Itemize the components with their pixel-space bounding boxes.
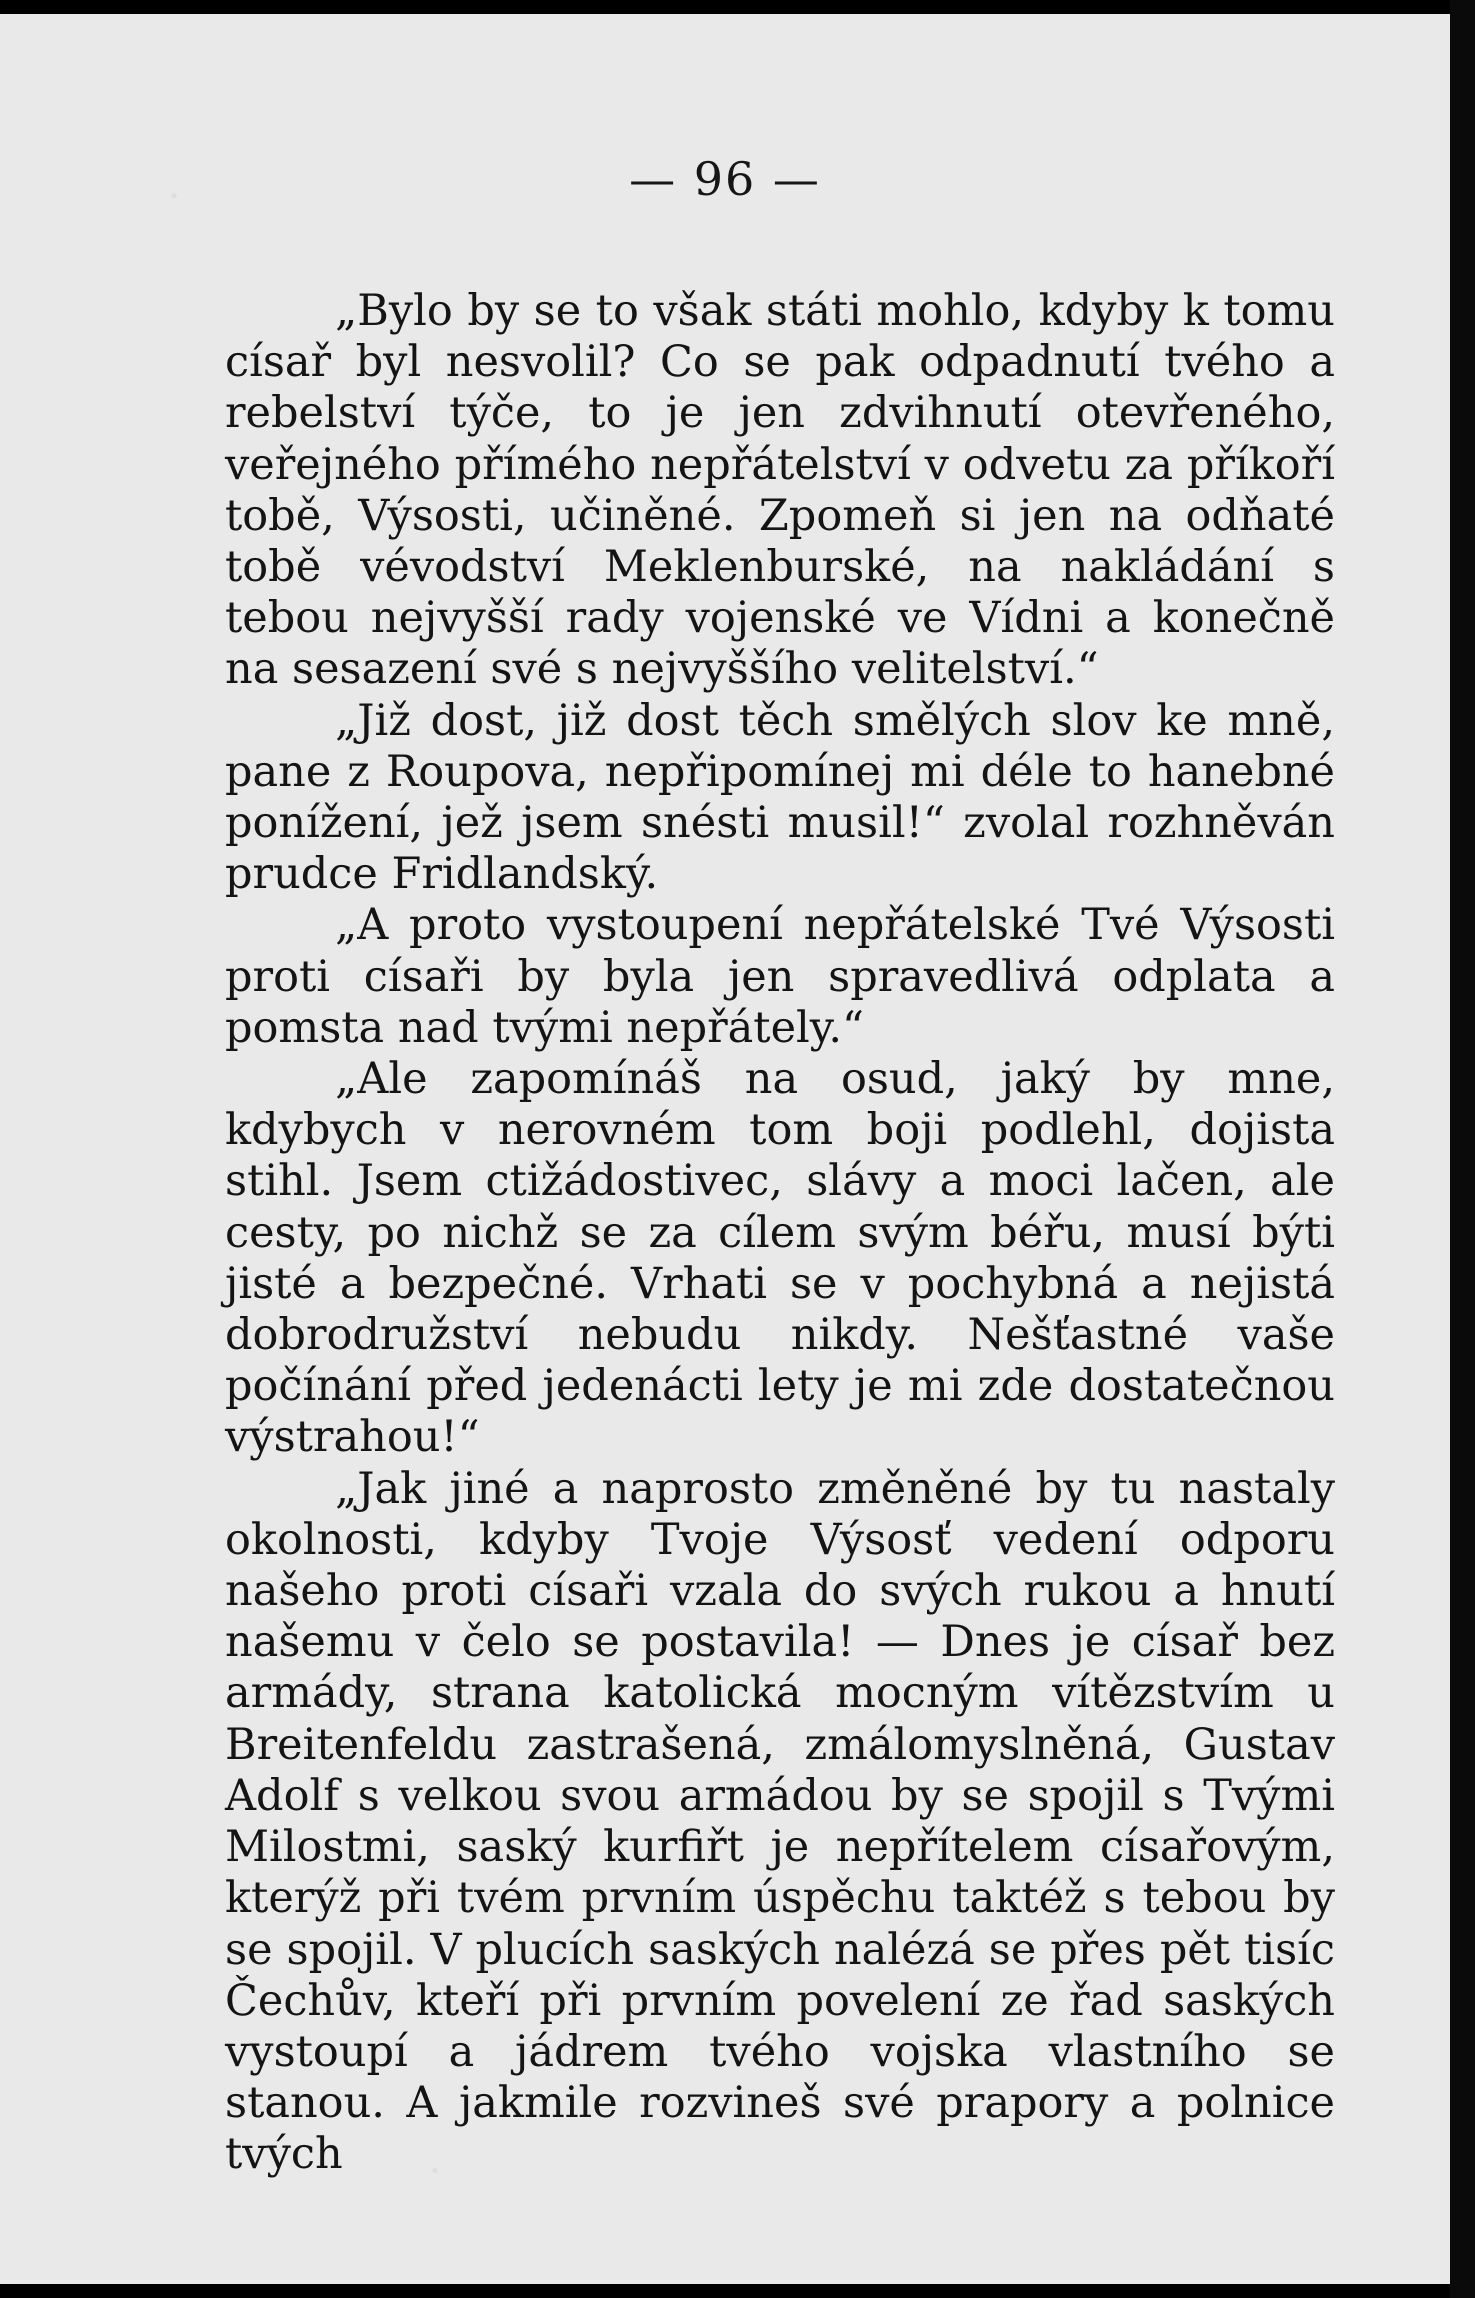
paragraph: „Bylo by se to však státi mohlo, kdyby k tomu císař byl nesvolil? Co se pak odpadnutí tvého a rebelství týče, to je jen zdvihnutí otevřeného, veřejného přímého nepřátelství v odvetu za příkoří tobě, Výsosti, učiněné. Zpomeň si jen na odňaté tobě vévodství Meklenburské, na nakládání s tebou nejvyšší rady vojenské ve Vídni a konečně na sesazení své s nejvyššího velitelství.“ (225, 286, 1335, 695)
paragraph: „Ale zapomínáš na osud, jaký by mne, kdybych v nerovném tom boji podlehl, dojista stihl. Jsem ctižádostivec, slávy a moci lačen, ale cesty, po nichž se za cílem svým béřu, musí býti jisté a bezpečné. Vrhati se v pochybná a nejistá dobrodružství nebudu nikdy. Nešťastné vaše počínání před jedenácti lety je mi zde dostatečnou výstrahou!“ (225, 1054, 1335, 1463)
paragraph: „Jak jiné a naprosto změněné by tu nastaly okolnosti, kdyby Tvoje Výsosť vedení odporu našeho proti císaři vzala do svých rukou a hnutí našemu v čelo se postavila! — Dnes je císař bez armády, strana katolická mocným vítězstvím u Breitenfeldu zastrašená, zmálomyslněná, Gustav Adolf s velkou svou armádou by se spojil s Tvými Milostmi, saský kurfiřt je nepřítelem císařovým, kterýž při tvém prvním úspěchu taktéž s tebou by se spojil. V plucích saských nalézá se přes pět tisíc Čechův, kteří při prvním povelení ze řad saských vystoupí a jádrem tvého vojska vlastního se stanou. A jakmile rozvineš své prapory a polnice tvých (225, 1463, 1335, 2180)
scan-edge (1450, 0, 1475, 2298)
paragraph: „A proto vystoupení nepřátelské Tvé Výsosti proti císaři by byla jen spravedlivá odplata a pomsta nad tvými nepřátely.“ (225, 900, 1335, 1053)
body-text (225, 286, 1335, 2181)
paragraph: „Již dost, již dost těch smělých slov ke mně, pane z Roupova, nepřipomínej mi déle to hanebné ponížení, jež jsem snésti musil!“ zvolal rozhněván prudce Fridlandský. (225, 695, 1335, 900)
book-page (0, 14, 1450, 2284)
page-number: — 96 — (629, 152, 821, 206)
